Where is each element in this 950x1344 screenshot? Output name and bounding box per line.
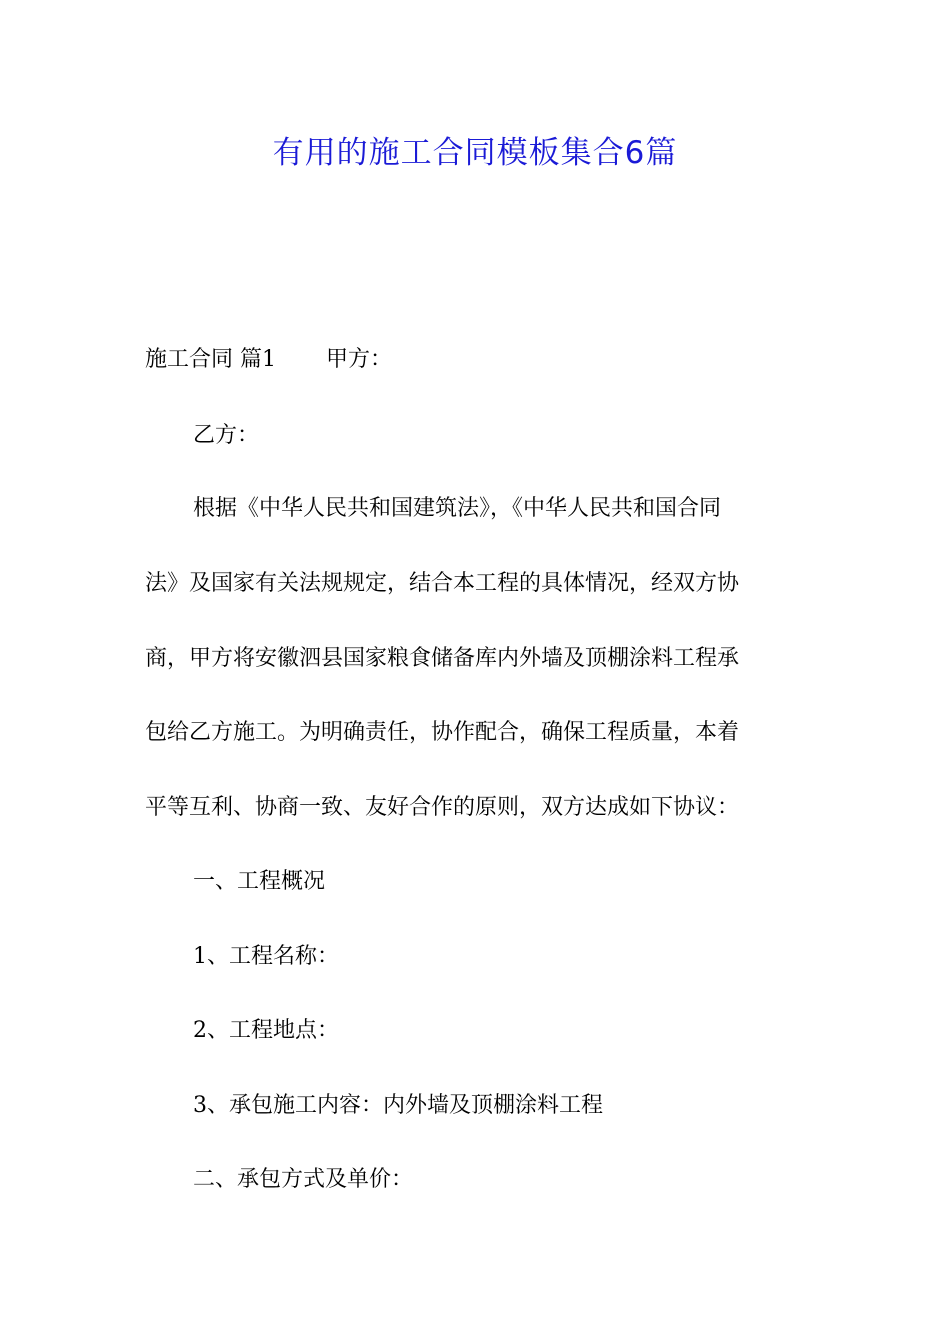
paragraph-line: 商，甲方将安徽泗县国家粮食储备库内外墙及顶棚涂料工程承 (145, 646, 740, 671)
party-a-label: 甲方： (326, 347, 393, 372)
paragraph-line: 法》及国家有关法规规定，结合本工程的具体情况，经双方协 (145, 571, 740, 596)
section-two-heading: 二、承包方式及单价： (193, 1167, 414, 1192)
paragraph-line: 根据《中华人民共和国建筑法》，《中华人民共和国合同 (193, 496, 722, 521)
project-location-item: 2、工程地点： (193, 1018, 339, 1043)
paragraph-line: 包给乙方施工。为明确责任，协作配合，确保工程质量，本着 (145, 720, 740, 745)
project-name-item: 1、工程名称： (193, 944, 339, 969)
section-heading: 施工合同 篇1 (145, 347, 276, 372)
section-heading-line (145, 342, 805, 378)
contract-scope-item: 3、承包施工内容：内外墙及顶棚涂料工程 (193, 1093, 603, 1118)
paragraph-line: 平等互利、协商一致、友好合作的原则，双方达成如下协议： (145, 795, 740, 820)
party-b-label: 乙方： (193, 423, 260, 448)
section-one-heading: 一、工程概况 (193, 869, 326, 894)
document-title: 有用的施工合同模板集合6篇 (272, 135, 678, 171)
